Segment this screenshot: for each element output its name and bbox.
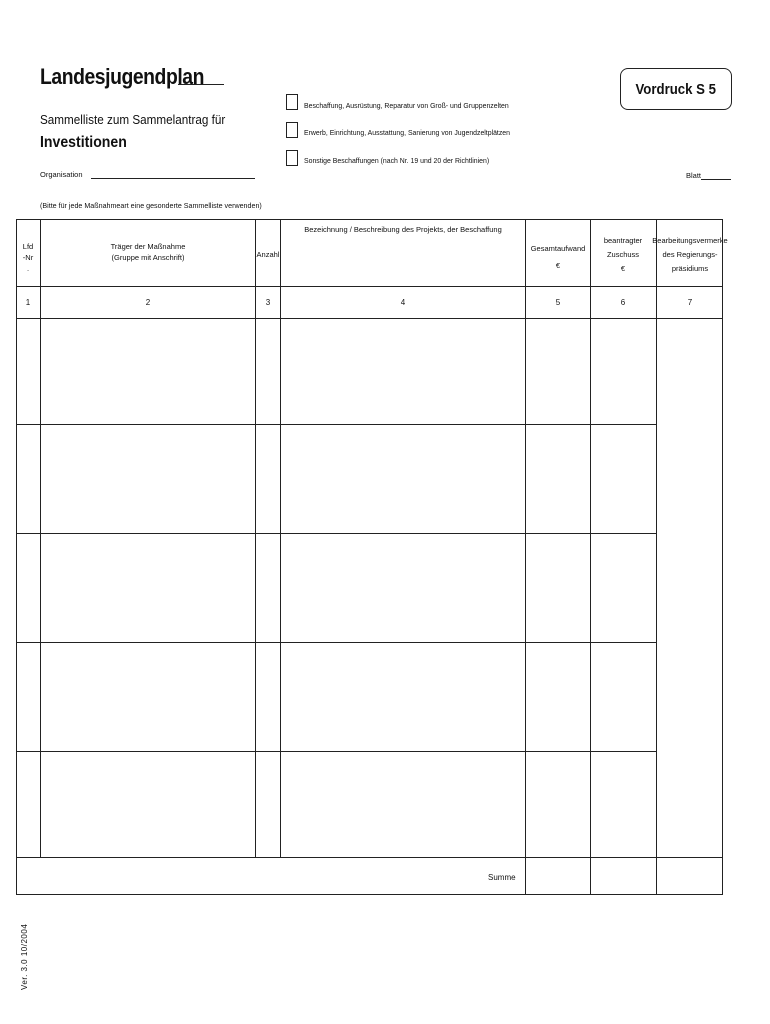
option-checkbox-2[interactable] xyxy=(286,122,298,138)
header-bezeichnung-line-1: Bezeichnung / Beschreibung des Projekts, der Beschaffung xyxy=(304,225,502,234)
header-gesamtaufwand xyxy=(531,243,586,271)
header-vermerke-line-1: Bearbeitungsvermerke xyxy=(652,236,728,245)
form-heading: Investitionen xyxy=(40,134,127,151)
form-title: Landesjugendplan xyxy=(40,64,204,89)
option-checkbox-3[interactable] xyxy=(286,150,298,166)
organisation-label: Organisation xyxy=(40,170,83,179)
vordruck-badge xyxy=(620,68,732,110)
title-underline xyxy=(178,84,224,85)
header-vermerke-line-3: präsidiums xyxy=(671,264,709,273)
header-gesamtaufwand-line-2: € xyxy=(555,261,561,270)
column-number-6: 6 xyxy=(620,298,626,307)
column-number-3: 3 xyxy=(265,298,271,307)
header-zuschuss-line-1: beantragter xyxy=(603,236,643,245)
column-number-1: 1 xyxy=(25,298,31,307)
sum-label: Summe xyxy=(488,873,516,882)
column-number-7: 7 xyxy=(687,298,693,307)
column-number-2: 2 xyxy=(145,298,151,307)
instruction-note: (Bitte für jede Maßnahmeart eine gesonderte Sammelliste verwenden) xyxy=(40,201,262,210)
header-lfd-nr xyxy=(23,241,33,274)
header-traeger xyxy=(111,241,186,263)
header-lfd-line-3: . xyxy=(26,264,30,273)
header-anzahl-line-1: Anzahl xyxy=(256,250,280,259)
column-number-5: 5 xyxy=(555,298,561,307)
header-traeger-line-1: Träger der Maßnahme xyxy=(110,242,186,251)
blatt-label: Blatt xyxy=(686,171,702,180)
header-zuschuss-line-2: Zuschuss xyxy=(606,250,640,259)
header-vermerke xyxy=(652,235,727,274)
option-label-1: Beschaffung, Ausrüstung, Reparatur von Groß- und Gruppenzelten xyxy=(304,101,509,110)
table-grid xyxy=(16,219,723,895)
header-zuschuss-line-3: € xyxy=(620,264,626,273)
option-label-3: Sonstige Beschaffungen (nach Nr. 19 und 20 der Richtlinien) xyxy=(304,156,490,165)
option-label-2: Erwerb, Einrichtung, Ausstattung, Sanierung von Jugendzeltplätzen xyxy=(304,128,510,137)
header-zuschuss xyxy=(604,235,642,274)
header-lfd-line-2: -Nr xyxy=(22,253,34,262)
header-vermerke-line-2: des Regierungs- xyxy=(662,250,718,259)
header-gesamtaufwand-line-1: Gesamtaufwand xyxy=(530,244,586,253)
header-bezeichnung xyxy=(304,224,502,235)
vordruck-label: Vordruck S 5 xyxy=(635,80,717,98)
form-subtitle: Sammelliste zum Sammelantrag für xyxy=(40,112,226,127)
header-traeger-line-2: (Gruppe mit Anschrift) xyxy=(111,253,185,262)
option-checkbox-1[interactable] xyxy=(286,94,298,110)
version-label: Ver. 3.0 10/2004 xyxy=(20,923,29,990)
sammelliste-table xyxy=(16,219,728,895)
header-lfd-line-1: Lfd xyxy=(22,242,34,251)
organisation-field[interactable] xyxy=(91,178,255,179)
header-anzahl xyxy=(257,249,280,260)
column-number-4: 4 xyxy=(400,298,406,307)
blatt-field[interactable] xyxy=(701,179,731,180)
